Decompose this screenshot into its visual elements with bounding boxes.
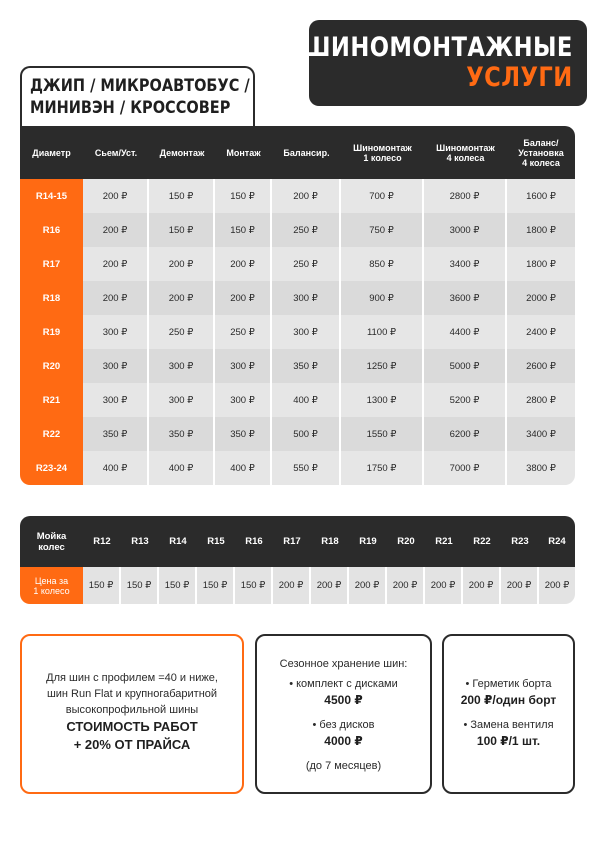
price-table-body (20, 179, 575, 485)
table-row (20, 417, 575, 451)
price-cell: 5200 ₽ (424, 383, 507, 417)
price-cell: 500 ₽ (272, 417, 341, 451)
price-cell: 750 ₽ (341, 213, 424, 247)
diameter-cell: R16 (20, 213, 83, 247)
wash-price-cell: 150 ₽ (235, 567, 273, 604)
storage-heading: Сезонное хранение шин: (279, 658, 408, 670)
price-cell: 3600 ₽ (424, 281, 507, 315)
price-cell: 1800 ₽ (507, 213, 575, 247)
price-cell: 400 ₽ (83, 451, 149, 485)
wash-size-header: R19 (349, 516, 387, 567)
diameter-cell: R23-24 (20, 451, 83, 485)
column-header: Шиномонтаж 1 колесо (341, 126, 424, 179)
price-cell: 1750 ₽ (341, 451, 424, 485)
wash-size-header: R15 (197, 516, 235, 567)
surcharge-bold-1: СТОИМОСТЬ РАБОТ (66, 719, 198, 734)
wash-price-cell: 150 ₽ (197, 567, 235, 604)
price-cell: 2600 ₽ (507, 349, 575, 383)
category-line-2: МИНИВЭН / КРОССОВЕР (30, 98, 231, 117)
table-row (20, 315, 575, 349)
price-cell: 1550 ₽ (341, 417, 424, 451)
diameter-cell: R20 (20, 349, 83, 383)
wash-price-cell: 200 ₽ (311, 567, 349, 604)
table-row (20, 383, 575, 417)
sealant-price: 200 ₽/один борт (460, 693, 557, 707)
wash-size-header: R18 (311, 516, 349, 567)
wash-price-cell: 200 ₽ (501, 567, 539, 604)
price-cell: 200 ₽ (83, 213, 149, 247)
diameter-cell: R14-15 (20, 179, 83, 213)
wash-size-header: R23 (501, 516, 539, 567)
price-cell: 2800 ₽ (507, 383, 575, 417)
price-cell: 250 ₽ (272, 213, 341, 247)
page-subtitle: УСЛУГИ (466, 62, 573, 93)
price-cell: 3000 ₽ (424, 213, 507, 247)
wash-size-header: R22 (463, 516, 501, 567)
valve-price: 100 ₽/1 шт. (476, 734, 541, 748)
valve-label: • Замена вентиля (463, 719, 554, 731)
wash-table-row (20, 567, 575, 604)
wash-size-header: R12 (83, 516, 121, 567)
column-header: Шиномонтаж 4 колеса (424, 126, 507, 179)
price-cell: 700 ₽ (341, 179, 424, 213)
diameter-cell: R22 (20, 417, 83, 451)
wash-size-header: R14 (159, 516, 197, 567)
price-cell: 350 ₽ (215, 417, 272, 451)
price-cell: 350 ₽ (149, 417, 215, 451)
price-cell: 3800 ₽ (507, 451, 575, 485)
diameter-cell: R19 (20, 315, 83, 349)
storage-item-2-label: • без дисков (312, 719, 375, 731)
low-profile-surcharge-box (20, 634, 244, 794)
wash-row-label: Цена за 1 колесо (20, 567, 83, 604)
price-cell: 5000 ₽ (424, 349, 507, 383)
column-header: Демонтаж (149, 126, 215, 179)
wash-price-cell: 200 ₽ (539, 567, 575, 604)
diameter-cell: R17 (20, 247, 83, 281)
wash-price-cell: 200 ₽ (463, 567, 501, 604)
price-cell: 900 ₽ (341, 281, 424, 315)
price-cell: 2000 ₽ (507, 281, 575, 315)
price-cell: 200 ₽ (149, 247, 215, 281)
wash-price-cell: 150 ₽ (159, 567, 197, 604)
price-cell: 300 ₽ (272, 281, 341, 315)
extra-services-box (442, 634, 575, 794)
price-cell: 3400 ₽ (424, 247, 507, 281)
price-cell: 3400 ₽ (507, 417, 575, 451)
price-cell: 150 ₽ (215, 179, 272, 213)
sealant-label: • Герметик борта (465, 678, 552, 690)
wash-price-cell: 200 ₽ (387, 567, 425, 604)
price-cell: 6200 ₽ (424, 417, 507, 451)
wash-table-header (20, 516, 575, 567)
price-cell: 300 ₽ (215, 349, 272, 383)
price-cell: 300 ₽ (272, 315, 341, 349)
surcharge-text-3: высокопрофильной шины (65, 704, 199, 716)
price-cell: 2800 ₽ (424, 179, 507, 213)
page-title: ШИНОМОНТАЖНЫЕ (302, 32, 573, 63)
wheel-wash-table (20, 516, 575, 604)
wash-price-cell: 200 ₽ (273, 567, 311, 604)
price-cell: 300 ₽ (83, 383, 149, 417)
price-cell: 200 ₽ (149, 281, 215, 315)
category-line-1: ДЖИП / МИКРОАВТОБУС / (30, 76, 250, 95)
price-cell: 200 ₽ (215, 281, 272, 315)
storage-item-1-price: 4500 ₽ (324, 693, 363, 707)
price-cell: 550 ₽ (272, 451, 341, 485)
wash-price-cell: 150 ₽ (83, 567, 121, 604)
price-cell: 400 ₽ (272, 383, 341, 417)
wash-price-cell: 200 ₽ (425, 567, 463, 604)
price-cell: 850 ₽ (341, 247, 424, 281)
price-cell: 1300 ₽ (341, 383, 424, 417)
price-cell: 400 ₽ (149, 451, 215, 485)
column-header: Баланс/ Установка 4 колеса (507, 126, 575, 179)
storage-item-2-price: 4000 ₽ (324, 734, 363, 748)
price-cell: 300 ₽ (215, 383, 272, 417)
price-cell: 300 ₽ (83, 349, 149, 383)
price-cell: 250 ₽ (272, 247, 341, 281)
surcharge-bold-2: + 20% ОТ ПРАЙСА (73, 737, 191, 752)
price-cell: 300 ₽ (149, 349, 215, 383)
wash-size-header: R24 (539, 516, 575, 567)
wash-size-header: R17 (273, 516, 311, 567)
wash-size-header: R13 (121, 516, 159, 567)
price-cell: 200 ₽ (83, 247, 149, 281)
price-cell: 200 ₽ (83, 281, 149, 315)
storage-note: (до 7 месяцев) (305, 760, 382, 772)
diameter-cell: R21 (20, 383, 83, 417)
price-cell: 350 ₽ (272, 349, 341, 383)
table-row (20, 179, 575, 213)
price-cell: 150 ₽ (149, 179, 215, 213)
price-cell: 200 ₽ (83, 179, 149, 213)
wash-size-header: R16 (235, 516, 273, 567)
price-cell: 200 ₽ (215, 247, 272, 281)
column-header: Диаметр (20, 126, 83, 179)
wash-size-header: R21 (425, 516, 463, 567)
price-cell: 150 ₽ (149, 213, 215, 247)
title-block (302, 20, 587, 106)
table-row (20, 213, 575, 247)
price-table (20, 126, 575, 485)
storage-item-1-label: • комплект с дисками (289, 678, 398, 690)
diameter-cell: R18 (20, 281, 83, 315)
wash-price-cell: 200 ₽ (349, 567, 387, 604)
table-row (20, 349, 575, 383)
price-cell: 250 ₽ (149, 315, 215, 349)
tire-storage-box (255, 634, 432, 794)
price-cell: 400 ₽ (215, 451, 272, 485)
column-header: Сьем/Уст. (83, 126, 149, 179)
price-cell: 7000 ₽ (424, 451, 507, 485)
column-header: Монтаж (215, 126, 272, 179)
surcharge-text-2: шин Run Flat и крупногабаритной (46, 688, 218, 700)
price-cell: 1250 ₽ (341, 349, 424, 383)
price-cell: 300 ₽ (83, 315, 149, 349)
price-cell: 150 ₽ (215, 213, 272, 247)
price-cell: 4400 ₽ (424, 315, 507, 349)
price-cell: 1100 ₽ (341, 315, 424, 349)
wash-price-cell: 150 ₽ (121, 567, 159, 604)
price-cell: 1800 ₽ (507, 247, 575, 281)
price-cell: 300 ₽ (149, 383, 215, 417)
price-table-header (20, 126, 575, 179)
table-row (20, 281, 575, 315)
table-row (20, 451, 575, 485)
table-row (20, 247, 575, 281)
price-cell: 2400 ₽ (507, 315, 575, 349)
price-cell: 250 ₽ (215, 315, 272, 349)
column-header: Балансир. (272, 126, 341, 179)
price-cell: 350 ₽ (83, 417, 149, 451)
wash-header-label: Мойка колес (20, 516, 83, 567)
vehicle-category (20, 66, 255, 130)
wash-size-header: R20 (387, 516, 425, 567)
price-cell: 1600 ₽ (507, 179, 575, 213)
price-cell: 200 ₽ (272, 179, 341, 213)
surcharge-text-1: Для шин с профилем =40 и ниже, (46, 672, 218, 684)
